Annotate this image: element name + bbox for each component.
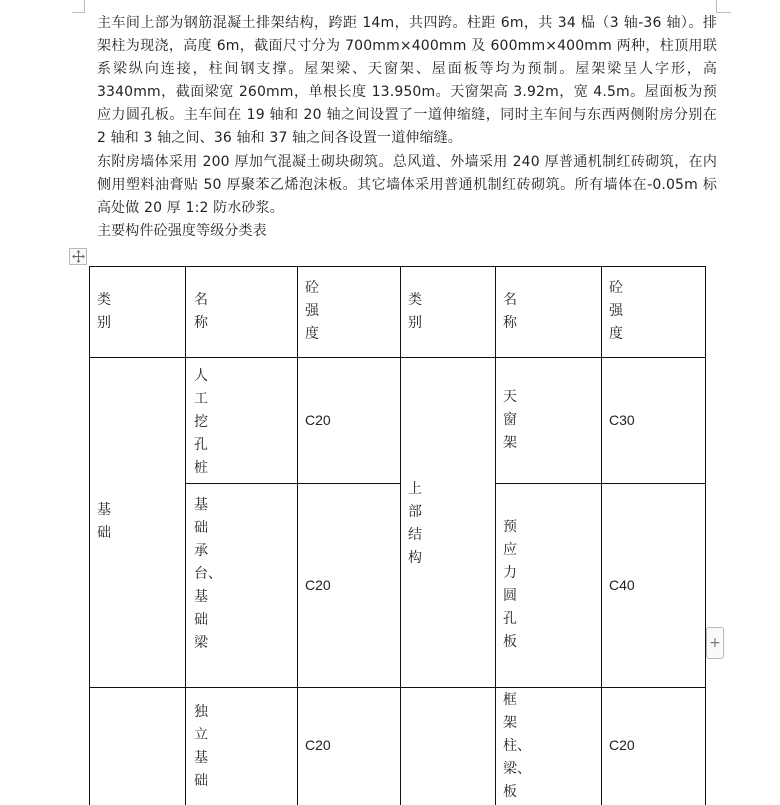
body-paragraph-structure: 主车间上部为钢筋混凝土排架结构，跨距 14m，共四跨。柱距 6m，共 34 榀（3 轴-36 轴）。排架柱为现浇，高度 6m，截面尺寸分为 700mm×400mm 及 600mm×400mm 两种，柱顶用联系梁纵向连接，柱间钢支撑。屋架梁、天窗架、屋面板等均为预制。屋架梁呈人字形，高 3340mm，截面梁宽 260mm，单根长度 13.950m。天窗架高 3.92m，宽 4.5m。屋面板为预应力圆孔板。主车间在 19 轴和 20 轴之间设置了一道伸缩缝，同时主车间与东西两侧附房分别在 2 轴和 3 轴之间、36 轴和 37 轴之间各设置一道伸缩缝。: [97, 15, 717, 146]
header-category-left: 类别: [97, 292, 111, 331]
left-row-1-grade: C20: [305, 412, 331, 428]
left-row-2-grade: C20: [305, 577, 331, 593]
left-row-2-name: 基础承台、基础梁: [194, 497, 222, 651]
table-border-left: [89, 266, 90, 805]
right-row-3-grade: C20: [609, 737, 635, 753]
header-category-right: 类别: [408, 292, 422, 331]
col-divider-5: [601, 266, 602, 805]
category-superstructure: 上部结构: [408, 481, 422, 566]
row-divider-2: [89, 687, 706, 688]
right-row-2-name: 预应力圆孔板: [503, 519, 517, 650]
left-row-3-grade: C20: [305, 737, 331, 753]
table-border-right: [705, 266, 706, 805]
plus-icon: +: [709, 635, 721, 651]
header-name-left: 名称: [194, 292, 208, 331]
add-row-button[interactable]: [706, 627, 724, 659]
category-foundation: 基础: [97, 502, 111, 541]
header-grade-left: 砼强度: [305, 280, 319, 342]
row-divider-left-1: [185, 483, 401, 484]
left-row-1-name: 人工挖孔桩: [194, 368, 208, 476]
right-row-1-name: 天窗架: [503, 389, 517, 451]
table-header-divider: [89, 357, 706, 358]
col-divider-1: [185, 266, 186, 805]
col-divider-2: [297, 266, 298, 805]
col-divider-3a: [400, 266, 401, 688]
header-name-right: 名称: [503, 292, 517, 331]
header-grade-right: 砼强度: [609, 280, 623, 342]
table-caption: 主要构件砼强度等级分类表: [97, 223, 267, 239]
col-divider-3b: [400, 687, 401, 805]
col-divider-4: [495, 266, 496, 805]
left-row-3-name: 独立基础: [194, 704, 208, 789]
body-paragraph-walls: 东附房墙体采用 200 厚加气混凝土砌块砌筑。总风道、外墙采用 240 厚普通机制红砖砌筑，在内侧用塑料油膏贴 50 厚聚苯乙烯泡沫板。其它墙体采用普通机制红砖砌筑。所有墙体在-0.05m 标高处做 20 厚 1:2 防水砂浆。: [97, 154, 717, 216]
right-row-3-name: 框架柱、梁、板: [503, 692, 531, 800]
table-border-top: [89, 266, 706, 267]
right-row-1-grade: C30: [609, 412, 635, 428]
right-row-2-grade: C40: [609, 577, 635, 593]
